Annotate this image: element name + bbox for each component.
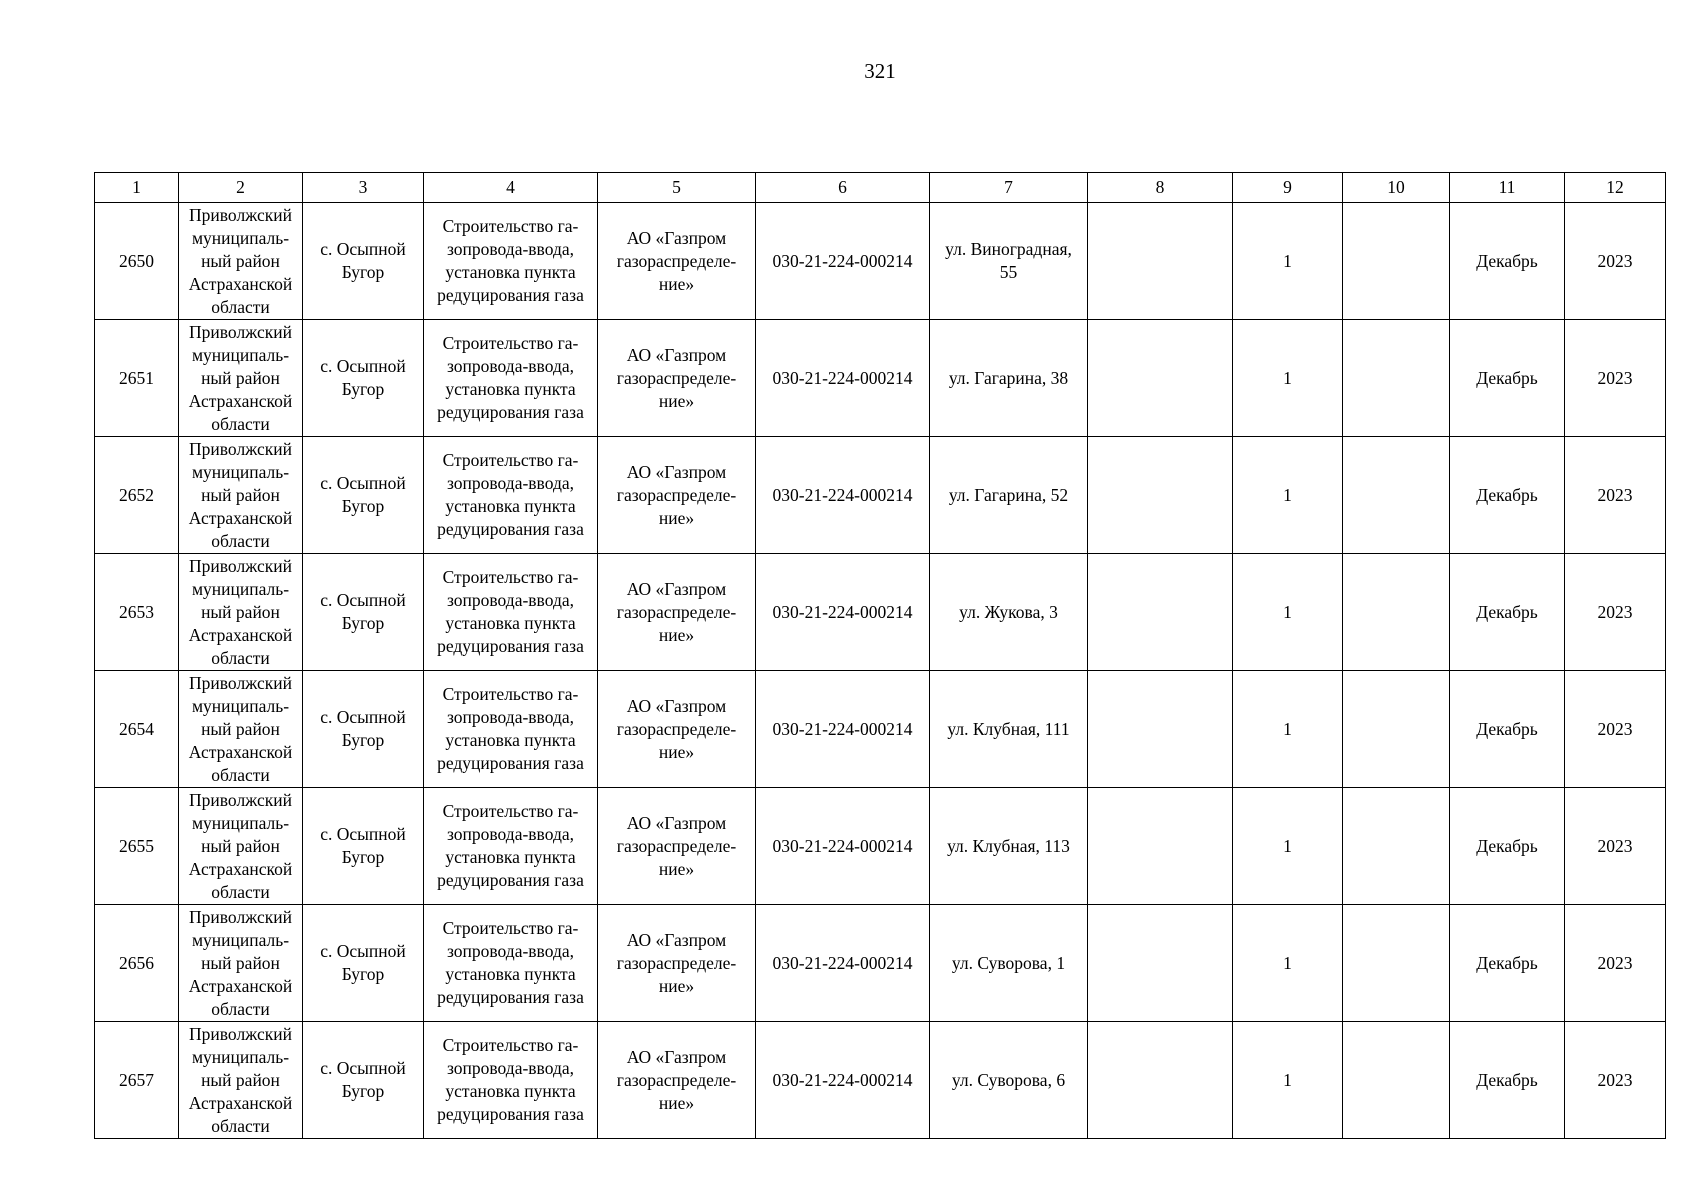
organization-line: ние» bbox=[658, 741, 695, 762]
work-description-line: установка пункта bbox=[445, 496, 576, 516]
district-line: Астраханской bbox=[188, 273, 293, 294]
column-10-cell bbox=[1343, 905, 1450, 1022]
district-line: муниципаль- bbox=[191, 812, 290, 833]
organization-line: ние» bbox=[658, 1092, 695, 1113]
object-table bbox=[94, 172, 1666, 1139]
work-description-line: Строительство га- bbox=[442, 216, 579, 236]
district-line: муниципаль- bbox=[191, 344, 290, 365]
district-line: Приволжский bbox=[189, 204, 292, 225]
column-number-cell: 5 bbox=[598, 173, 756, 203]
column-10-cell bbox=[1343, 554, 1450, 671]
column-number-cell: 10 bbox=[1343, 173, 1450, 203]
district-line: муниципаль- bbox=[191, 1046, 290, 1067]
row-number-cell: 2656 bbox=[95, 905, 179, 1022]
settlement-line: с. Осыпной bbox=[320, 239, 406, 259]
work-description-line: зопровода-ввода, bbox=[446, 590, 574, 610]
work-description-line: Строительство га- bbox=[442, 684, 579, 704]
district-line: муниципаль- bbox=[191, 695, 290, 716]
quantity-cell: 1 bbox=[1233, 203, 1343, 320]
organization-cell bbox=[598, 203, 756, 320]
work-description-line: зопровода-ввода, bbox=[446, 707, 574, 727]
work-description-line: установка пункта bbox=[445, 379, 576, 399]
district-cell bbox=[179, 1022, 303, 1139]
table-row bbox=[95, 905, 1666, 1022]
organization-line: газораспределе- bbox=[616, 718, 737, 739]
district-line: Астраханской bbox=[188, 390, 293, 411]
year-cell: 2023 bbox=[1565, 203, 1666, 320]
district-line: области bbox=[211, 998, 270, 1019]
work-description-line: установка пункта bbox=[445, 964, 576, 984]
organization-line: газораспределе- bbox=[616, 835, 737, 856]
column-8-cell bbox=[1088, 437, 1233, 554]
district-line: Приволжский bbox=[189, 438, 292, 459]
organization-line: газораспределе- bbox=[616, 952, 737, 973]
district-line: Астраханской bbox=[188, 741, 293, 762]
column-10-cell bbox=[1343, 671, 1450, 788]
organization-cell bbox=[598, 554, 756, 671]
organization-cell bbox=[598, 1022, 756, 1139]
district-line: муниципаль- bbox=[191, 227, 290, 248]
month-cell: Декабрь bbox=[1450, 203, 1565, 320]
row-number-cell: 2654 bbox=[95, 671, 179, 788]
district-cell bbox=[179, 437, 303, 554]
work-description-line: установка пункта bbox=[445, 730, 576, 750]
district-line: Астраханской bbox=[188, 858, 293, 879]
organization-line: ние» bbox=[658, 390, 695, 411]
month-cell: Декабрь bbox=[1450, 320, 1565, 437]
organization-line: газораспределе- bbox=[616, 367, 737, 388]
table-row bbox=[95, 203, 1666, 320]
address-line: ул. Жукова, 3 bbox=[959, 601, 1058, 622]
year-cell: 2023 bbox=[1565, 671, 1666, 788]
work-description-line: Строительство га- bbox=[442, 1035, 579, 1055]
quantity-cell: 1 bbox=[1233, 320, 1343, 437]
district-cell bbox=[179, 671, 303, 788]
work-description-line: редуцирования газа bbox=[437, 987, 584, 1007]
district-line: Приволжский bbox=[189, 672, 292, 693]
district-line: Приволжский bbox=[189, 789, 292, 810]
work-description-line: зопровода-ввода, bbox=[446, 1058, 574, 1078]
work-description-line: редуцирования газа bbox=[437, 1104, 584, 1124]
settlement-cell bbox=[303, 554, 424, 671]
address-cell bbox=[930, 437, 1088, 554]
district-line: ный район bbox=[201, 601, 280, 622]
organization-line: АО «Газпром bbox=[626, 578, 727, 599]
column-number-cell: 6 bbox=[756, 173, 930, 203]
year-cell: 2023 bbox=[1565, 320, 1666, 437]
work-description-line: редуцирования газа bbox=[437, 636, 584, 656]
organization-cell bbox=[598, 671, 756, 788]
column-number-cell: 4 bbox=[424, 173, 598, 203]
address-line: ул. Клубная, 111 bbox=[947, 718, 1070, 739]
address-cell bbox=[930, 203, 1088, 320]
column-8-cell bbox=[1088, 788, 1233, 905]
work-description-line: Строительство га- bbox=[442, 450, 579, 470]
column-number-cell: 1 bbox=[95, 173, 179, 203]
work-description-line: зопровода-ввода, bbox=[446, 473, 574, 493]
page-number: 321 bbox=[864, 59, 896, 83]
address-cell bbox=[930, 320, 1088, 437]
organization-line: АО «Газпром bbox=[626, 812, 727, 833]
work-description-line: зопровода-ввода, bbox=[446, 941, 574, 961]
work-description-line: редуцирования газа bbox=[437, 285, 584, 305]
object-code-cell: 030-21-224-000214 bbox=[756, 554, 930, 671]
work-description-line: зопровода-ввода, bbox=[446, 824, 574, 844]
address-line: ул. Суворова, 6 bbox=[951, 1069, 1066, 1090]
work-description-line: установка пункта bbox=[445, 847, 576, 867]
settlement-line: с. Осыпной bbox=[320, 356, 406, 376]
year-cell: 2023 bbox=[1565, 1022, 1666, 1139]
column-10-cell bbox=[1343, 788, 1450, 905]
column-number-cell: 7 bbox=[930, 173, 1088, 203]
table-body bbox=[95, 173, 1666, 1139]
settlement-line: с. Осыпной bbox=[320, 1058, 406, 1078]
row-number-cell: 2651 bbox=[95, 320, 179, 437]
district-line: Астраханской bbox=[188, 507, 293, 528]
quantity-cell: 1 bbox=[1233, 905, 1343, 1022]
work-description-cell bbox=[424, 554, 598, 671]
address-line: 55 bbox=[999, 262, 1018, 282]
district-line: муниципаль- bbox=[191, 578, 290, 599]
settlement-line: Бугор bbox=[341, 964, 385, 984]
organization-line: АО «Газпром bbox=[626, 929, 727, 950]
work-description-cell bbox=[424, 905, 598, 1022]
settlement-line: Бугор bbox=[341, 379, 385, 399]
column-8-cell bbox=[1088, 671, 1233, 788]
column-8-cell bbox=[1088, 554, 1233, 671]
table-row bbox=[95, 320, 1666, 437]
district-line: ный район bbox=[201, 835, 280, 856]
settlement-line: Бугор bbox=[341, 262, 385, 282]
row-number-cell: 2652 bbox=[95, 437, 179, 554]
work-description-line: установка пункта bbox=[445, 613, 576, 633]
work-description-line: редуцирования газа bbox=[437, 519, 584, 539]
district-line: Астраханской bbox=[188, 624, 293, 645]
address-cell bbox=[930, 554, 1088, 671]
district-line: Приволжский bbox=[189, 906, 292, 927]
work-description-line: Строительство га- bbox=[442, 801, 579, 821]
quantity-cell: 1 bbox=[1233, 1022, 1343, 1139]
address-line: ул. Виноградная, bbox=[945, 239, 1072, 259]
column-8-cell bbox=[1088, 203, 1233, 320]
work-description-cell bbox=[424, 788, 598, 905]
organization-line: АО «Газпром bbox=[626, 344, 727, 365]
district-line: ный район bbox=[201, 367, 280, 388]
district-line: муниципаль- bbox=[191, 461, 290, 482]
district-line: Приволжский bbox=[189, 1023, 292, 1044]
work-description-line: Строительство га- bbox=[442, 918, 579, 938]
object-code-cell: 030-21-224-000214 bbox=[756, 788, 930, 905]
table-row bbox=[95, 671, 1666, 788]
district-cell bbox=[179, 788, 303, 905]
month-cell: Декабрь bbox=[1450, 671, 1565, 788]
district-line: Приволжский bbox=[189, 555, 292, 576]
object-code-cell: 030-21-224-000214 bbox=[756, 671, 930, 788]
table-row bbox=[95, 1022, 1666, 1139]
column-number-row bbox=[95, 173, 1666, 203]
object-code-cell: 030-21-224-000214 bbox=[756, 320, 930, 437]
organization-line: газораспределе- bbox=[616, 601, 737, 622]
work-description-line: редуцирования газа bbox=[437, 753, 584, 773]
settlement-line: Бугор bbox=[341, 730, 385, 750]
object-code-cell: 030-21-224-000214 bbox=[756, 1022, 930, 1139]
settlement-cell bbox=[303, 671, 424, 788]
work-description-line: зопровода-ввода, bbox=[446, 239, 574, 259]
column-8-cell bbox=[1088, 905, 1233, 1022]
settlement-cell bbox=[303, 905, 424, 1022]
column-8-cell bbox=[1088, 1022, 1233, 1139]
organization-line: АО «Газпром bbox=[626, 227, 727, 248]
settlement-cell bbox=[303, 320, 424, 437]
column-number-cell: 8 bbox=[1088, 173, 1233, 203]
organization-line: ние» bbox=[658, 624, 695, 645]
organization-cell bbox=[598, 788, 756, 905]
work-description-cell bbox=[424, 1022, 598, 1139]
work-description-line: Строительство га- bbox=[442, 567, 579, 587]
district-line: Астраханской bbox=[188, 975, 293, 996]
work-description-cell bbox=[424, 671, 598, 788]
settlement-cell bbox=[303, 1022, 424, 1139]
address-line: ул. Клубная, 113 bbox=[947, 835, 1070, 856]
table-row bbox=[95, 437, 1666, 554]
month-cell: Декабрь bbox=[1450, 437, 1565, 554]
row-number-cell: 2655 bbox=[95, 788, 179, 905]
settlement-cell bbox=[303, 437, 424, 554]
row-number-cell: 2653 bbox=[95, 554, 179, 671]
district-line: области bbox=[211, 1115, 270, 1136]
year-cell: 2023 bbox=[1565, 437, 1666, 554]
organization-line: газораспределе- bbox=[616, 250, 737, 271]
month-cell: Декабрь bbox=[1450, 788, 1565, 905]
column-10-cell bbox=[1343, 437, 1450, 554]
column-10-cell bbox=[1343, 320, 1450, 437]
address-cell bbox=[930, 1022, 1088, 1139]
district-line: ный район bbox=[201, 484, 280, 505]
district-cell bbox=[179, 320, 303, 437]
month-cell: Декабрь bbox=[1450, 1022, 1565, 1139]
district-line: ный район bbox=[201, 718, 280, 739]
organization-line: АО «Газпром bbox=[626, 1046, 727, 1067]
quantity-cell: 1 bbox=[1233, 437, 1343, 554]
organization-line: АО «Газпром bbox=[626, 461, 727, 482]
table-row bbox=[95, 554, 1666, 671]
organization-cell bbox=[598, 320, 756, 437]
district-cell bbox=[179, 203, 303, 320]
address-cell bbox=[930, 671, 1088, 788]
column-number-cell: 2 bbox=[179, 173, 303, 203]
object-code-cell: 030-21-224-000214 bbox=[756, 905, 930, 1022]
quantity-cell: 1 bbox=[1233, 671, 1343, 788]
quantity-cell: 1 bbox=[1233, 788, 1343, 905]
column-10-cell bbox=[1343, 1022, 1450, 1139]
settlement-line: с. Осыпной bbox=[320, 824, 406, 844]
settlement-line: Бугор bbox=[341, 496, 385, 516]
quantity-cell: 1 bbox=[1233, 554, 1343, 671]
year-cell: 2023 bbox=[1565, 905, 1666, 1022]
work-description-line: установка пункта bbox=[445, 262, 576, 282]
organization-cell bbox=[598, 905, 756, 1022]
organization-line: ние» bbox=[658, 975, 695, 996]
settlement-line: с. Осыпной bbox=[320, 941, 406, 961]
row-number-cell: 2650 bbox=[95, 203, 179, 320]
column-8-cell bbox=[1088, 320, 1233, 437]
district-line: ный район bbox=[201, 1069, 280, 1090]
district-line: области bbox=[211, 530, 270, 551]
address-line: ул. Гагарина, 52 bbox=[948, 484, 1069, 505]
district-cell bbox=[179, 554, 303, 671]
organization-line: ние» bbox=[658, 858, 695, 879]
month-cell: Декабрь bbox=[1450, 554, 1565, 671]
month-cell: Декабрь bbox=[1450, 905, 1565, 1022]
district-line: области bbox=[211, 413, 270, 434]
settlement-line: с. Осыпной bbox=[320, 590, 406, 610]
work-description-cell bbox=[424, 437, 598, 554]
organization-cell bbox=[598, 437, 756, 554]
district-line: муниципаль- bbox=[191, 929, 290, 950]
district-line: области bbox=[211, 647, 270, 668]
district-line: ный район bbox=[201, 952, 280, 973]
organization-line: АО «Газпром bbox=[626, 695, 727, 716]
work-description-cell bbox=[424, 203, 598, 320]
settlement-line: Бугор bbox=[341, 613, 385, 633]
column-number-cell: 3 bbox=[303, 173, 424, 203]
row-number-cell: 2657 bbox=[95, 1022, 179, 1139]
column-number-cell: 11 bbox=[1450, 173, 1565, 203]
column-number-cell: 9 bbox=[1233, 173, 1343, 203]
district-line: Астраханской bbox=[188, 1092, 293, 1113]
work-description-cell bbox=[424, 320, 598, 437]
address-line: ул. Суворова, 1 bbox=[951, 952, 1066, 973]
district-line: области bbox=[211, 764, 270, 785]
organization-line: ние» bbox=[658, 507, 695, 528]
district-line: области bbox=[211, 881, 270, 902]
work-description-line: редуцирования газа bbox=[437, 402, 584, 422]
settlement-line: с. Осыпной bbox=[320, 707, 406, 727]
settlement-cell bbox=[303, 788, 424, 905]
organization-line: газораспределе- bbox=[616, 484, 737, 505]
work-description-line: редуцирования газа bbox=[437, 870, 584, 890]
column-10-cell bbox=[1343, 203, 1450, 320]
district-cell bbox=[179, 905, 303, 1022]
settlement-line: Бугор bbox=[341, 847, 385, 867]
settlement-line: Бугор bbox=[341, 1081, 385, 1101]
year-cell: 2023 bbox=[1565, 788, 1666, 905]
address-line: ул. Гагарина, 38 bbox=[948, 367, 1069, 388]
district-line: ный район bbox=[201, 250, 280, 271]
table-row bbox=[95, 788, 1666, 905]
address-cell bbox=[930, 788, 1088, 905]
organization-line: газораспределе- bbox=[616, 1069, 737, 1090]
work-description-line: зопровода-ввода, bbox=[446, 356, 574, 376]
settlement-line: с. Осыпной bbox=[320, 473, 406, 493]
organization-line: ние» bbox=[658, 273, 695, 294]
column-number-cell: 12 bbox=[1565, 173, 1666, 203]
settlement-cell bbox=[303, 203, 424, 320]
district-line: Приволжский bbox=[189, 321, 292, 342]
object-code-cell: 030-21-224-000214 bbox=[756, 203, 930, 320]
object-code-cell: 030-21-224-000214 bbox=[756, 437, 930, 554]
district-line: области bbox=[211, 296, 270, 317]
address-cell bbox=[930, 905, 1088, 1022]
work-description-line: установка пункта bbox=[445, 1081, 576, 1101]
year-cell: 2023 bbox=[1565, 554, 1666, 671]
work-description-line: Строительство га- bbox=[442, 333, 579, 353]
